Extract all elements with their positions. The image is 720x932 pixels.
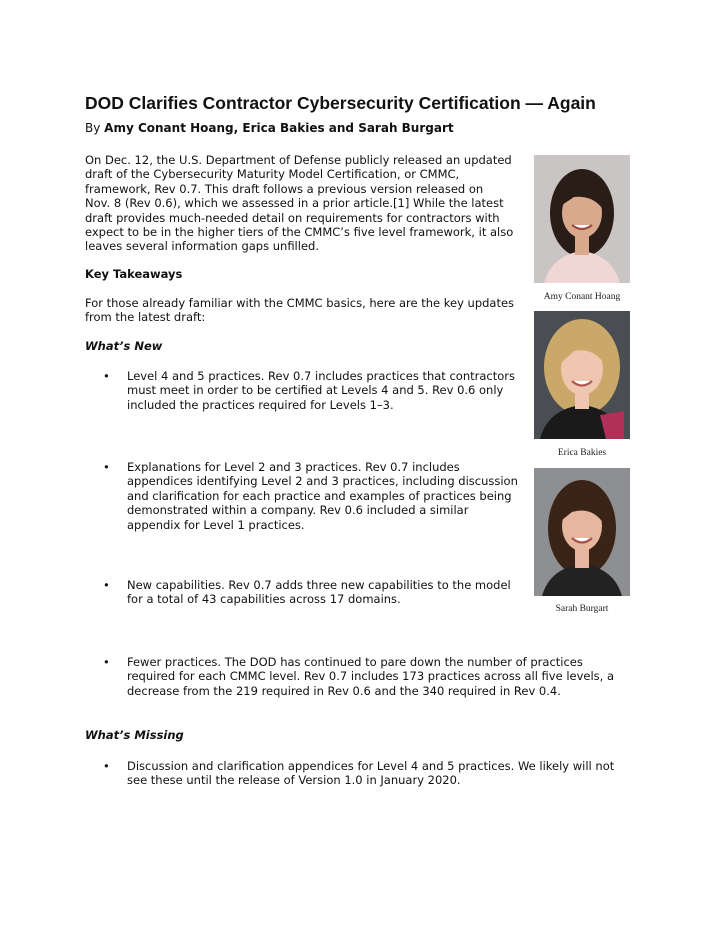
bullet-line: decrease from the 219 required in Rev 0.6 and the 340 required in Rev 0.4. [127, 683, 561, 698]
intro-line: leaves several information gaps unfilled. [85, 239, 319, 254]
intro-line: Nov. 8 (Rev 0.6), which we assessed in a prior article.[1] While the latest [85, 196, 504, 211]
key-takeaways-heading: Key Takeaways [85, 267, 183, 281]
bullet-icon: • [103, 460, 110, 474]
author-photo [534, 468, 630, 596]
bullet-line: and clarification for each practice and examples of practices being [127, 488, 512, 503]
bullet-line: must meet in order to be certified at Levels 4 and 5. Rev 0.6 only [127, 383, 504, 398]
bullet-icon: • [103, 759, 110, 773]
bullet-line: appendix for Level 1 practices. [127, 517, 305, 532]
key-intro-line: For those already familiar with the CMMC basics, here are the key updates [85, 296, 515, 310]
intro-line: On Dec. 12, the U.S. Department of Defense publicly released an updated [85, 153, 512, 167]
byline-prefix: By [85, 121, 101, 135]
key-intro-paragraph [85, 296, 514, 325]
intro-line: draft of the Cybersecurity Maturity Model Certification, or CMMC, [85, 167, 460, 182]
authors: Amy Conant Hoang, Erica Bakies and Sarah Burgart [104, 121, 454, 135]
whats-new-heading: What’s New [85, 339, 163, 353]
intro-line: expect to be in the higher tiers of the CMMC’s five level framework, it also [85, 225, 514, 240]
intro-paragraph [85, 153, 513, 254]
photo-caption: Sarah Burgart [555, 604, 609, 614]
bullet-line: Discussion and clarification appendices for Level 4 and 5 practices. We likely will not [127, 759, 615, 773]
whats-missing-heading: What’s Missing [85, 728, 184, 742]
bullet-line: required for each CMMC level. Rev 0.7 includes 173 practices across all five levels, a [127, 669, 615, 684]
photo-caption: Erica Bakies [557, 448, 607, 458]
bullet-icon: • [103, 578, 110, 592]
bullet-line: New capabilities. Rev 0.7 adds three new capabilities to the model [127, 578, 511, 592]
photo-caption: Amy Conant Hoang [543, 292, 621, 302]
intro-line: draft provides much-needed detail on requirements for contractors with [85, 210, 500, 225]
bullet-line: Fewer practices. The DOD has continued to pare down the number of practices [127, 655, 583, 669]
bullet-line: included the practices required for Levels 1–3. [127, 397, 394, 412]
bullet-line: Level 4 and 5 practices. Rev 0.7 includes practices that contractors [127, 369, 515, 383]
bullet-line: for a total of 43 capabilities across 17 domains. [127, 592, 401, 607]
bullet-line: Explanations for Level 2 and 3 practices. Rev 0.7 includes [127, 460, 460, 474]
bullet-line: see these until the release of Version 1.0 in January 2020. [127, 773, 461, 788]
bullet-line: demonstrated within a company. Rev 0.6 included a similar [127, 503, 469, 518]
key-intro-line: from the latest draft: [85, 310, 206, 325]
byline [85, 121, 454, 135]
bullet-icon: • [103, 655, 110, 669]
author-photo [534, 311, 630, 439]
author-photo [534, 155, 630, 283]
bullet-line: appendices identifying Level 2 and 3 practices, including discussion [127, 474, 518, 489]
intro-line: framework, Rev 0.7. This draft follows a previous version released on [85, 181, 484, 196]
article-title: DOD Clarifies Contractor Cybersecurity Certification — Again [85, 93, 596, 113]
bullet-icon: • [103, 369, 110, 383]
